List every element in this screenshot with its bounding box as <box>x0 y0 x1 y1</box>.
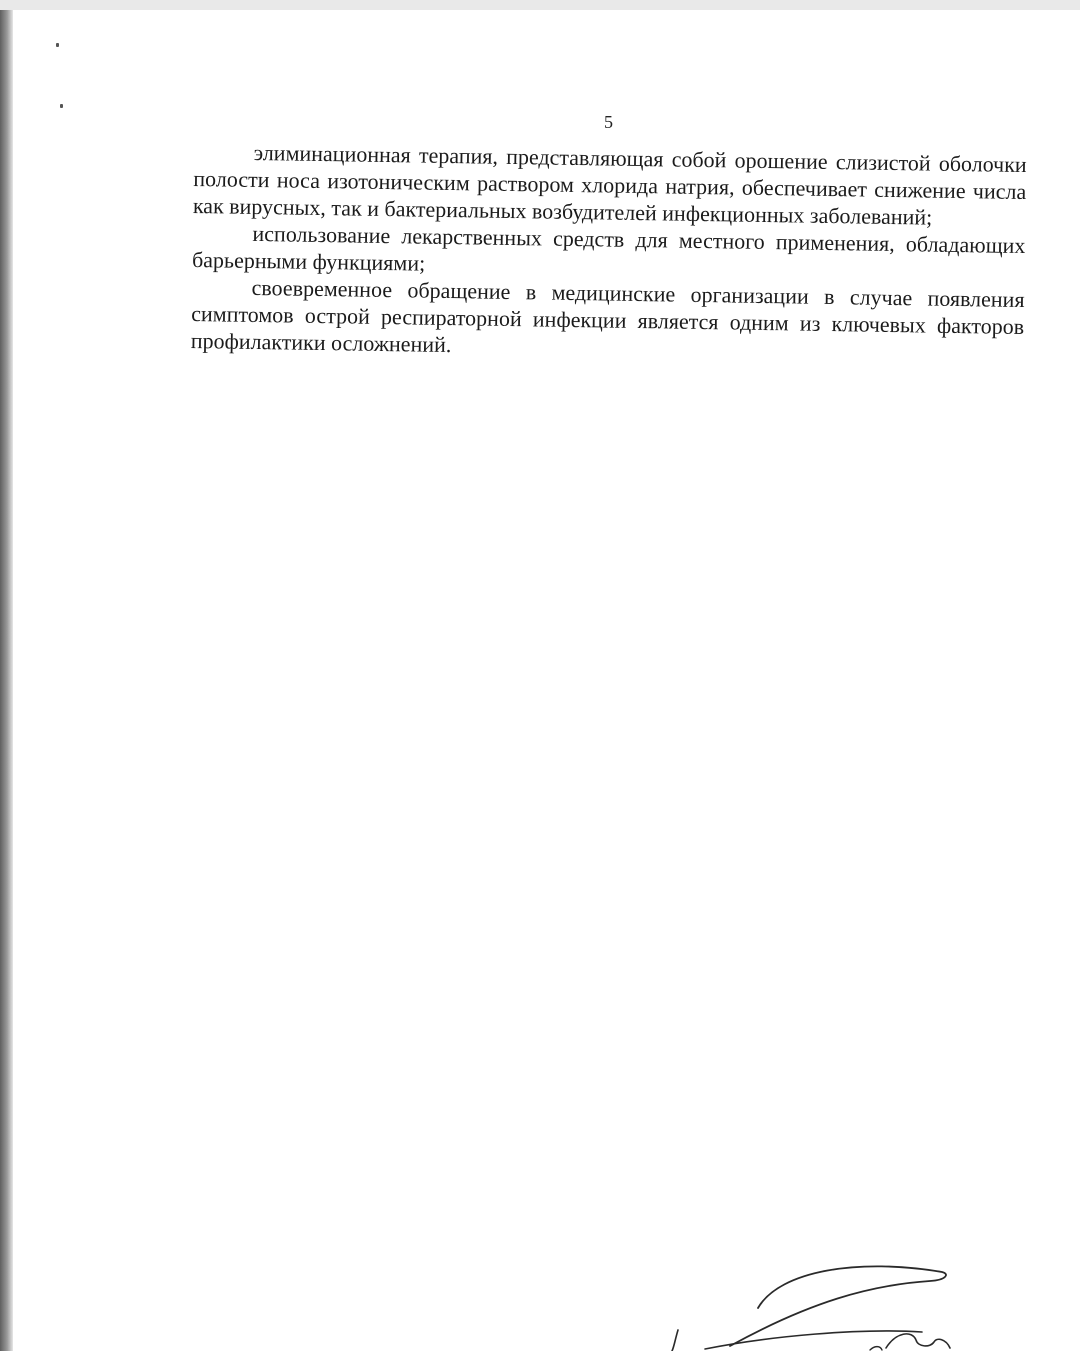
document-body <box>191 138 1027 367</box>
paragraph-timely-treatment: своевременное обращение в медицинские организации в случае появления симптомов острой респираторной инфекции является одним из ключевых факторов профилактики осложнений. <box>190 274 1025 358</box>
scan-speck <box>60 104 63 108</box>
paragraph-elimination-therapy: элиминационная терапия, представляющая собой орошение слизистой оболочки полости носа изотоническим раствором хлорида натрия, обеспечивает снижение числа как вирусных, так и бактериальных возбудителей инфекционных заболеваний; <box>192 139 1027 230</box>
paragraph-barrier-medicines: использование лекарственных средств для местного применения, обладающих барьерными функциями; <box>191 220 1026 276</box>
scan-left-shadow <box>0 10 13 1351</box>
scan-top-edge <box>0 0 1080 10</box>
handwritten-signature <box>660 1250 980 1351</box>
scan-speck <box>56 43 59 47</box>
page-number: 5 <box>604 112 613 132</box>
